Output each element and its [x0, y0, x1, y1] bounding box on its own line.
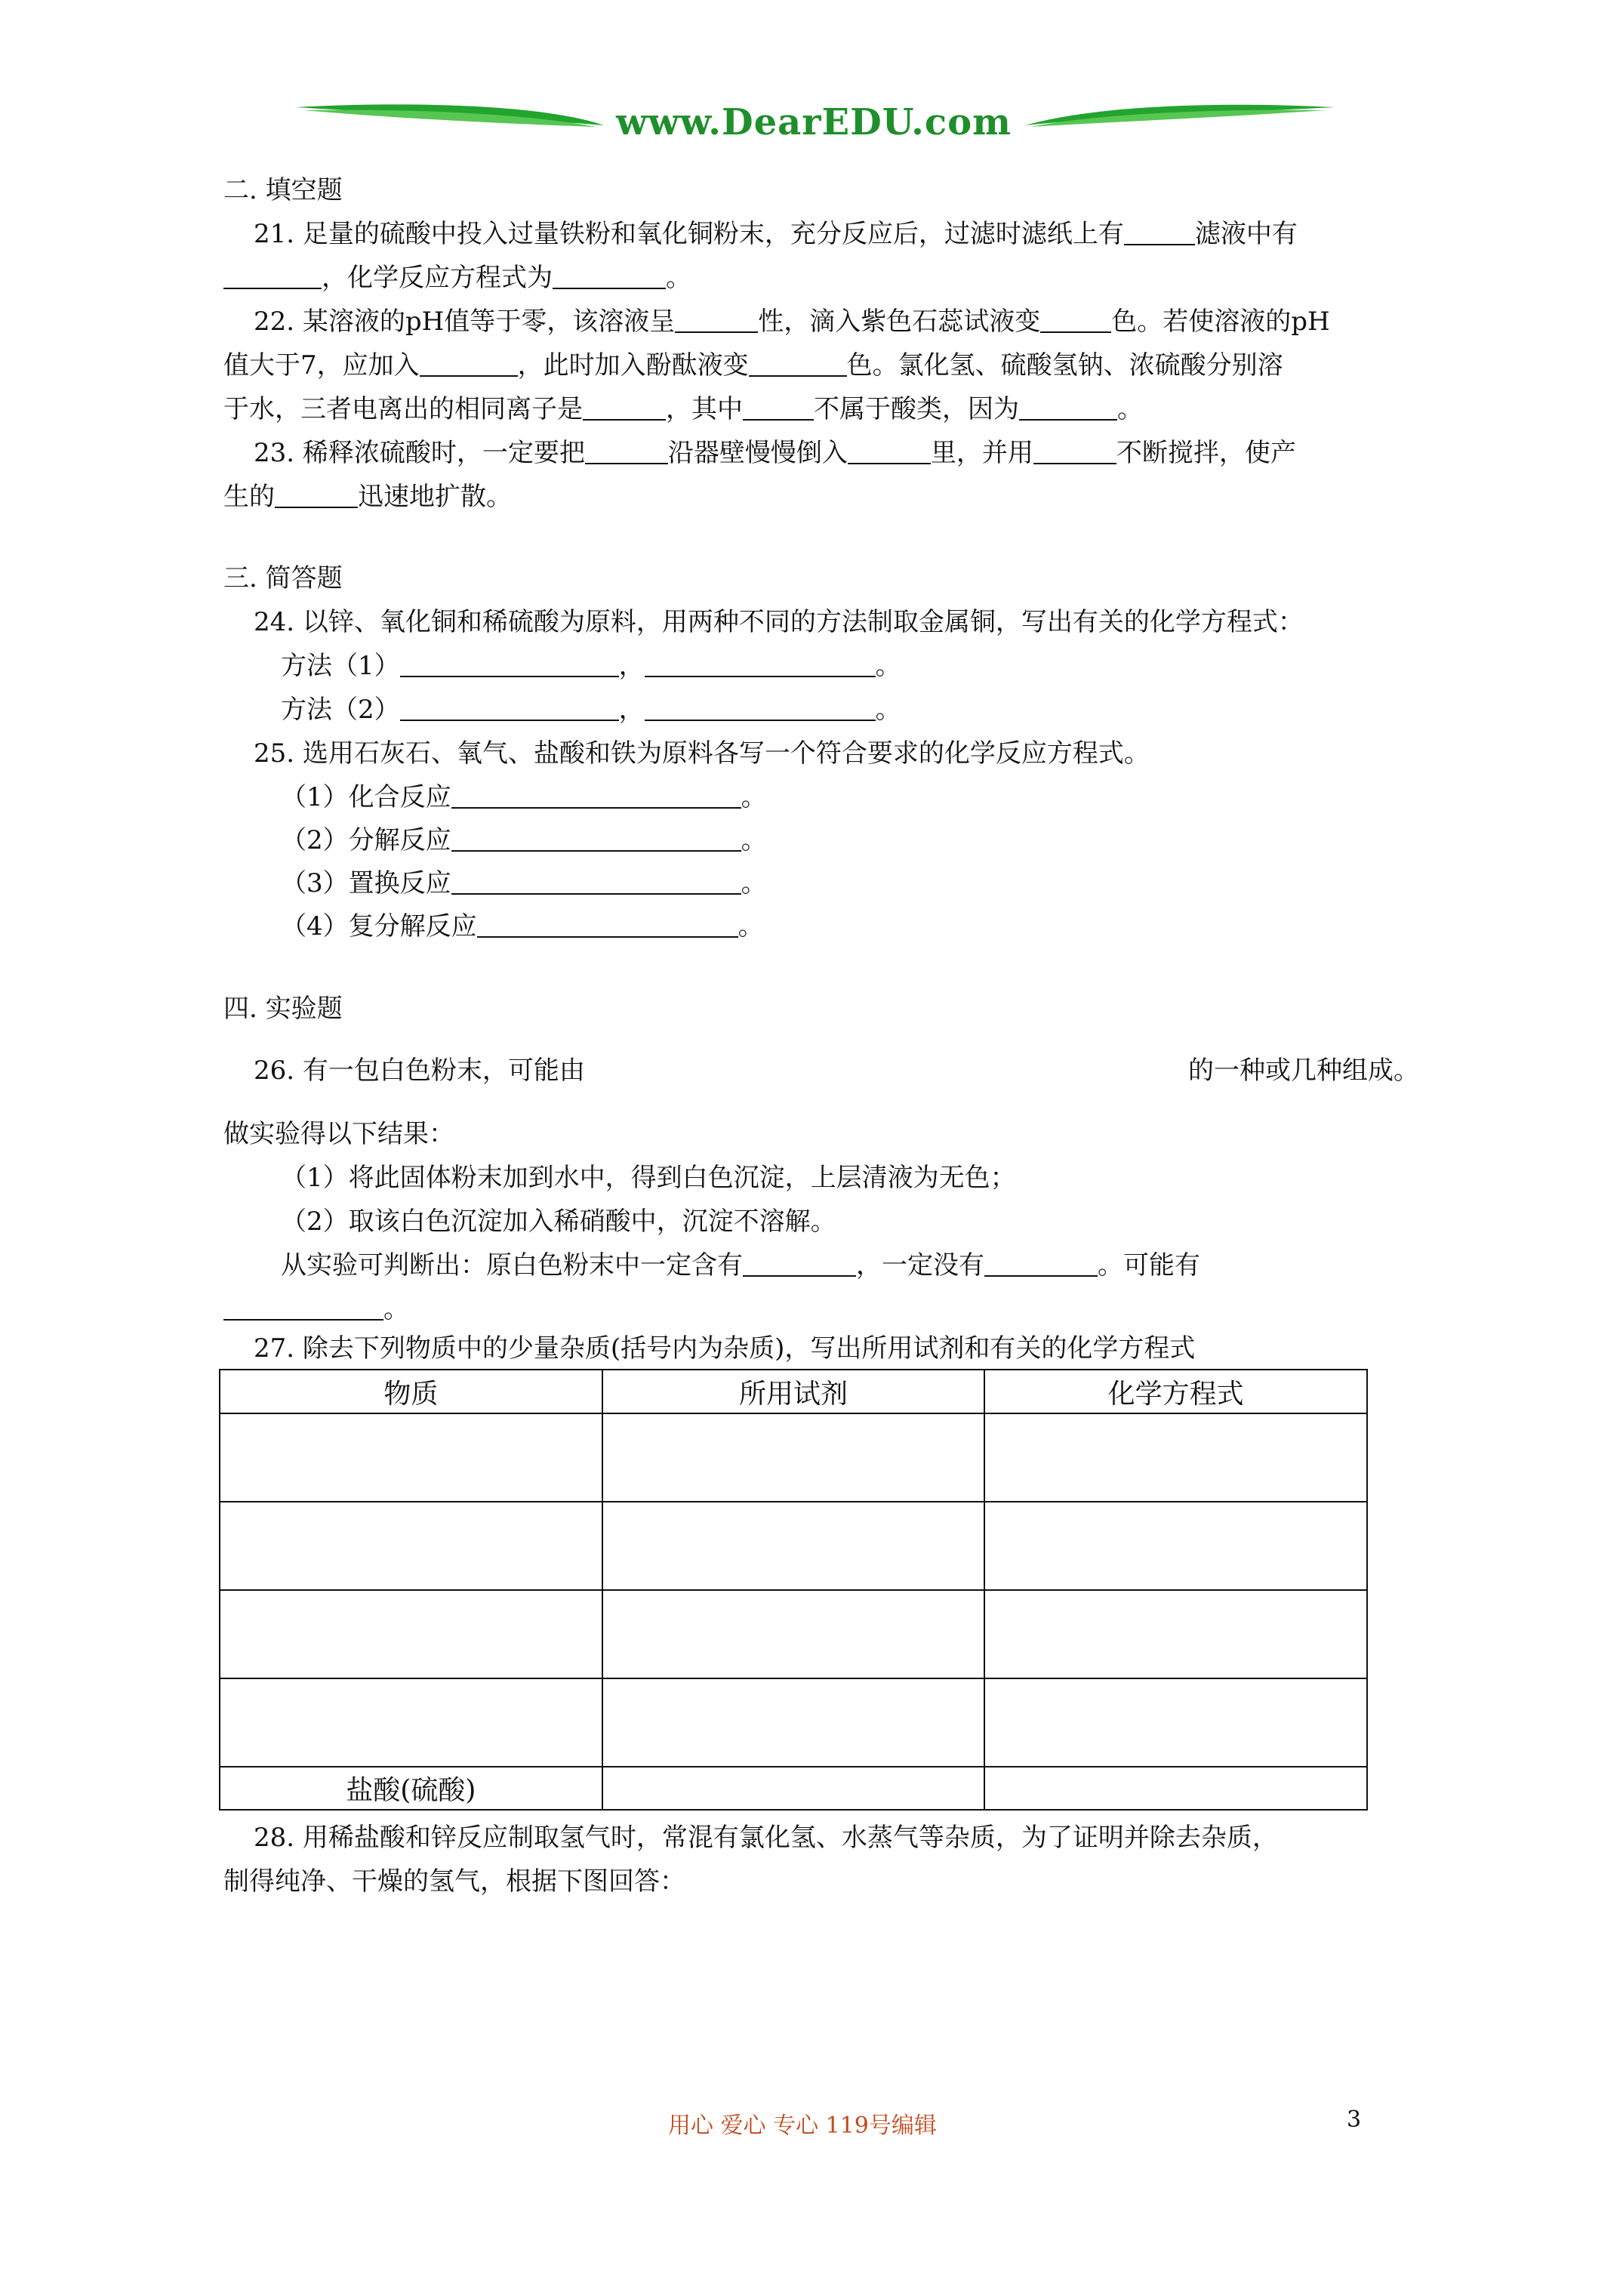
q25-item-3-label: （3）置换反应: [281, 868, 451, 898]
q23-line2: [223, 480, 512, 513]
q22-blank-6[interactable]: [743, 396, 814, 421]
q25-item-1: [281, 781, 767, 814]
q24-line1: 24. 以锌、氧化铜和稀硫酸为原料，用两种不同的方法制取金属铜，写出有关的化学方程式：: [254, 607, 1304, 637]
q25-item-2-end: 。: [741, 825, 767, 855]
table-cell[interactable]: [602, 1413, 985, 1502]
q21-blank-2[interactable]: [223, 265, 322, 289]
q24-m1-blank-1[interactable]: [400, 653, 619, 677]
q25-item-4-end: 。: [738, 911, 764, 942]
q23-text-b: 沿器壁慢慢倒入: [667, 438, 848, 468]
q23-text-c: 里，并用: [930, 438, 1033, 468]
q22-line3: [223, 393, 1143, 426]
table-row: [220, 1413, 1367, 1502]
q23-text-a: 23. 稀释浓硫酸时，一定要把: [254, 438, 585, 468]
q24-m1-end: 。: [875, 651, 901, 681]
q26-last-line: [223, 1293, 409, 1326]
q25-item-4-blank[interactable]: [477, 914, 738, 938]
q21-text-a: 21. 足量的硫酸中投入过量铁粉和氧化铜粉末，充分反应后，过滤时滤纸上有: [254, 219, 1124, 249]
table-cell[interactable]: [602, 1678, 985, 1767]
q24-m2-blank-1[interactable]: [400, 697, 619, 721]
q22-text-d: 值大于7，应加入: [223, 350, 420, 381]
section4-title: 四. 实验题: [223, 994, 343, 1024]
table-cell[interactable]: [984, 1678, 1367, 1767]
table-cell[interactable]: [602, 1502, 985, 1590]
q23-blank-2[interactable]: [848, 440, 931, 464]
q24-m1-comma: ，: [618, 651, 645, 681]
q21-blank-1[interactable]: [1124, 221, 1195, 245]
q26-result-2: （2）取该白色沉淀加入稀硝酸中，沉淀不溶解。: [281, 1207, 836, 1237]
q25-item-2-blank[interactable]: [451, 827, 741, 852]
table-cell[interactable]: [984, 1590, 1367, 1678]
table-header-row: [220, 1370, 1367, 1413]
q25-line1: 25. 选用石灰石、氧气、盐酸和铁为原料各写一个符合要求的化学反应方程式。: [254, 738, 1150, 769]
q26-blank-3[interactable]: [223, 1296, 383, 1321]
column-header-reagent: 所用试剂: [602, 1370, 985, 1413]
page-number: 3: [1347, 2106, 1362, 2133]
table-cell[interactable]: [602, 1767, 985, 1810]
table-cell[interactable]: [220, 1413, 602, 1502]
table-cell[interactable]: [984, 1413, 1367, 1502]
q23-blank-1[interactable]: [585, 440, 668, 464]
q23-blank-4[interactable]: [275, 484, 358, 508]
q25-item-2-label: （2）分解反应: [281, 825, 451, 855]
q23-text-d: 不断搅拌，使产: [1116, 438, 1296, 468]
q26-line1-start: 26. 有一包白色粉末，可能由: [254, 1056, 585, 1086]
table-cell[interactable]: [220, 1590, 602, 1678]
table-cell[interactable]: [984, 1502, 1367, 1590]
section3-title: 三. 简答题: [223, 563, 343, 593]
column-header-equation: 化学方程式: [984, 1370, 1367, 1413]
q24-m2-end: 。: [875, 695, 901, 725]
q22-text-g: 于水，三者电离出的相同离子是: [223, 394, 583, 424]
q26-conclusion: [281, 1249, 1200, 1282]
q23-text-f: 迅速地扩散。: [358, 482, 512, 512]
q22-text-c: 色。若使溶液的pH: [1111, 307, 1330, 337]
q24-method2: [281, 693, 901, 726]
q26-line1-end: 的一种或几种组成。: [1188, 1056, 1419, 1086]
q21-line1: [254, 217, 1298, 251]
q26-blank-1[interactable]: [743, 1253, 856, 1277]
q25-item-2: [281, 824, 767, 857]
table-cell[interactable]: [220, 1678, 602, 1767]
q24-method1-label: 方法（1）: [281, 651, 400, 681]
q25-item-1-label: （1）化合反应: [281, 782, 451, 812]
q22-text-j: 。: [1117, 394, 1143, 424]
q25-item-3-blank[interactable]: [451, 871, 741, 895]
banner-site-url: www.DearEDU.com: [616, 101, 1012, 143]
q25-item-4-label: （4）复分解反应: [281, 911, 477, 942]
q21-line2: [223, 261, 691, 294]
section2-title: 二. 填空题: [223, 175, 343, 205]
q25-item-3: [281, 867, 767, 900]
q26-text-g: ，一定没有: [856, 1250, 984, 1281]
q22-text-i: 不属于酸类，因为: [814, 394, 1019, 424]
table-row: [220, 1502, 1367, 1590]
q22-text-f: 色。氯化氢、硫酸氢钠、浓硫酸分别溶: [846, 350, 1283, 381]
q22-blank-3[interactable]: [420, 353, 518, 377]
q24-method2-label: 方法（2）: [281, 695, 400, 725]
q23-text-e: 生的: [223, 482, 275, 512]
q21-text-c: ，化学反应方程式为: [322, 263, 553, 293]
impurity-removal-table: [219, 1369, 1368, 1811]
q26-result-1: （1）将此固体粉末加到水中，得到白色沉淀，上层清液为无色；: [281, 1163, 1016, 1193]
column-header-substance: 物质: [220, 1370, 602, 1413]
q25-item-1-end: 。: [741, 782, 767, 812]
q26-blank-2[interactable]: [984, 1253, 1098, 1277]
q22-text-a: 22. 某溶液的pH值等于零，该溶液呈: [254, 307, 676, 337]
q26-text-f: 从实验可判断出：原白色粉末中一定含有: [281, 1250, 743, 1281]
footer-note: 用心 爱心 专心 119号编辑: [668, 2113, 937, 2139]
table-cell[interactable]: [984, 1767, 1367, 1810]
q27-prompt: 27. 除去下列物质中的少量杂质(括号内为杂质)，写出所用试剂和有关的化学方程式: [254, 1333, 1196, 1364]
q25-item-1-blank[interactable]: [451, 784, 741, 809]
table-cell[interactable]: [602, 1590, 985, 1678]
q22-line1: [254, 305, 1330, 338]
q22-blank-4[interactable]: [749, 353, 847, 377]
table-row: [220, 1767, 1367, 1810]
q22-text-e: ，此时加入酚酞液变: [517, 350, 749, 381]
table-row: [220, 1678, 1367, 1767]
q24-m1-blank-2[interactable]: [645, 653, 876, 677]
q22-text-b: 性，滴入紫色石蕊试液变: [758, 307, 1041, 337]
table-row: [220, 1590, 1367, 1678]
q26-line2: 做实验得以下结果：: [223, 1119, 454, 1149]
q25-item-4: [281, 910, 764, 943]
q21-text-d: 。: [666, 263, 691, 293]
q26-text-h: 。可能有: [1098, 1250, 1200, 1281]
table-cell[interactable]: [220, 1502, 602, 1590]
q25-item-3-end: 。: [741, 868, 767, 898]
q28-line2: 制得纯净、干燥的氢气，根据下图回答：: [223, 1866, 685, 1897]
site-banner: [294, 97, 1336, 149]
q22-blank-7[interactable]: [1019, 396, 1117, 421]
q22-line2: [223, 349, 1283, 382]
q26-text-i: 。: [383, 1294, 409, 1324]
q21-text-b: 滤液中有: [1194, 219, 1298, 249]
q28-line1: 28. 用稀盐酸和锌反应制取氢气时，常混有氯化氢、水蒸气等杂质，为了证明并除去杂质，: [254, 1823, 1278, 1853]
q24-m2-comma: ，: [618, 695, 645, 725]
q22-text-h: ，其中: [666, 394, 743, 424]
q23-line1: [254, 436, 1296, 470]
q24-m2-blank-2[interactable]: [645, 697, 876, 721]
q22-blank-2[interactable]: [1040, 309, 1111, 333]
q22-blank-1[interactable]: [675, 309, 758, 333]
q24-method1: [281, 649, 901, 683]
q22-blank-5[interactable]: [583, 396, 666, 421]
q21-blank-3[interactable]: [553, 265, 666, 289]
table-cell-substance: 盐酸(硫酸): [220, 1767, 602, 1810]
q23-blank-3[interactable]: [1033, 440, 1116, 464]
